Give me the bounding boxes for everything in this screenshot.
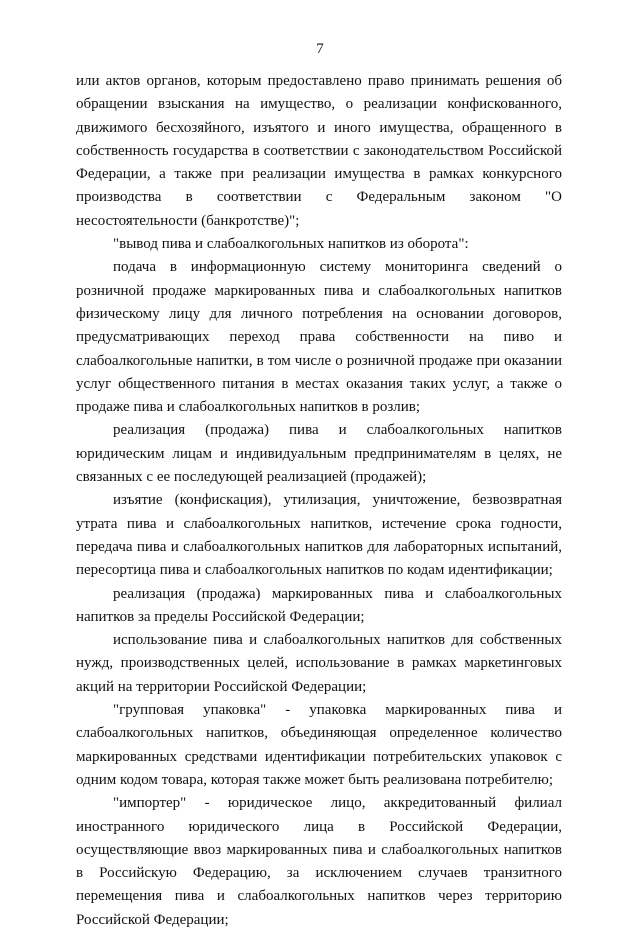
paragraph-retail-info: подача в информационную систему мониторинга сведений о розничной продаже маркированных пива и слабоалкогольных напитков физическому лицу для личного потребления на основании договоров, предусматривающих переход права собственности на пиво и слабоалкогольные напитки, в том числе о розничной продаже при оказании услуг общественного питания в местах оказания таких услуг, а также о продаже пива и слабоалкогольных напитков в розлив; (76, 259, 562, 416)
definition-group-packaging: "групповая упаковка" - упаковка маркированных пива и слабоалкогольных напитков, объединяющая определенное количество маркированных средствами идентификации потребительских упаковок с одним кодом товара, которая также может быть реализована потребителю; (76, 702, 562, 788)
definition-importer: "импортер" - юридическое лицо, аккредитованный филиал иностранного юридического лица в Российской Федерации, осуществляющие ввоз маркированных пива и слабоалкогольных напитков в Российскую Федерацию, за исключением случаев транзитного перемещения пива и слабоалкогольных напитков через территорию Российской Федерации; (76, 795, 562, 928)
paragraph-continuation: или актов органов, которым предоставлено право принимать решения об обращении взыскания на имущество, о реализации конфискованного, движимого бесхозяйного, изъятого и иного имущества, обращенного в собственность государства в соответствии с законодательством Российской Федерации, а также при реализации имущества в рамках конкурсного производства в соответствии с Федеральным законом "О несостоятельности (банкротстве)"; (76, 73, 562, 229)
definition-heading-withdrawal: "вывод пива и слабоалкогольных напитков из оборота": (113, 236, 469, 253)
document-body (76, 70, 562, 932)
page-number: 7 (316, 41, 324, 57)
paragraph-sale-to-businesses: реализация (продажа) пива и слабоалкогольных напитков юридическим лицам и индивидуальным предпринимателям в целях, не связанных с ее последующей реализацией (продажей); (76, 422, 562, 486)
paragraph-confiscation: изъятие (конфискация), утилизация, уничтожение, безвозвратная утрата пива и слабоалкогольных напитков, истечение срока годности, передача пива и слабоалкогольных напитков для лабораторных испытаний, пересортица пива и слабоалкогольных напитков по кодам идентификации; (76, 492, 562, 579)
paragraph-own-use: использование пива и слабоалкогольных напитков для собственных нужд, производственных целей, использование в рамках маркетинговых акций на территории Российской Федерации; (76, 632, 562, 695)
paragraph-export: реализация (продажа) маркированных пива и слабоалкогольных напитков за пределы Российской Федерации; (76, 585, 562, 625)
